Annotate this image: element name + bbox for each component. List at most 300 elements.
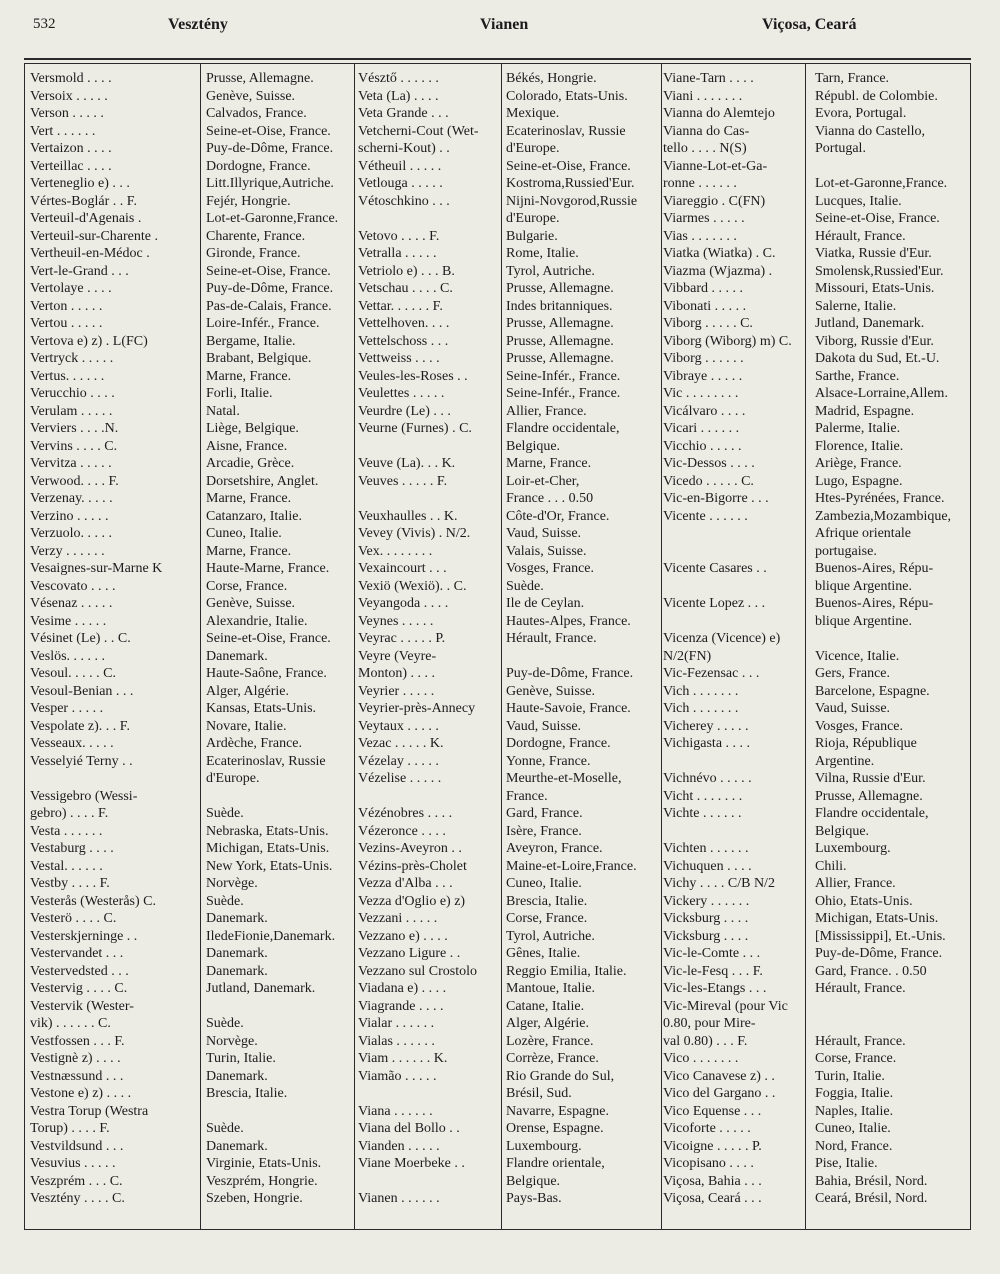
entry-line: [354, 228, 656, 246]
place-name: Veyre (Veyre-: [358, 648, 437, 664]
location-text: portugaise.: [815, 543, 877, 559]
location-text: Smolensk,Russied'Eur.: [815, 263, 944, 279]
entry-line: [661, 280, 975, 298]
entry-line: [354, 998, 656, 1016]
header-left-term: Vesztény: [168, 16, 228, 33]
place-name: Vestra Torup (Westra: [30, 1103, 149, 1119]
place-name: [354, 1085, 502, 1103]
place-name: [661, 578, 807, 596]
location-text: Flandre orientale,: [506, 1156, 605, 1171]
place-name: Veta (La) . . . .: [358, 88, 439, 104]
location-text: Lot-et-Garonne,France.: [815, 176, 948, 191]
column-3: [661, 70, 975, 1208]
entry-line: [354, 1173, 656, 1191]
top-rule-inner: [24, 63, 971, 64]
location-text: Ecaterinoslav, Russie: [206, 753, 326, 769]
location-text: Puy-de-Dôme, France.: [815, 946, 943, 961]
location-text: Gard, France. . 0.50: [815, 963, 927, 979]
entry-line: [661, 875, 975, 893]
place-name: Veuves . . . . . F.: [358, 473, 448, 489]
place-name: Vertryck . . . . .: [30, 351, 114, 366]
entry-line: [661, 1120, 975, 1138]
location-text: Cuneo, Italie.: [815, 1121, 891, 1136]
place-name: Vésinet (Le) . . C.: [30, 631, 131, 646]
place-name: Vesper . . . . .: [30, 701, 104, 716]
place-name: Vertolaye . . . .: [30, 281, 112, 296]
entry-line: [24, 525, 356, 543]
location-text: Cuneo, Italie.: [206, 526, 282, 541]
entry-line: [354, 245, 656, 263]
location-text: Hérault, France.: [815, 1033, 906, 1049]
entry-line: [24, 1173, 356, 1191]
location-text: Hérault, France.: [815, 228, 906, 244]
place-name: Vézénobres . . . .: [358, 806, 453, 821]
location-text: Ile de Ceylan.: [506, 596, 585, 611]
place-name: Vesime . . . . .: [30, 613, 107, 629]
location-text: Gênes, Italie.: [506, 946, 581, 961]
place-name: Vettelschoss . . .: [358, 333, 449, 349]
location-text: Danemark.: [206, 963, 268, 979]
location-text: Portugal.: [815, 141, 866, 156]
place-name: Vezzano Ligure . .: [358, 946, 461, 961]
location-text: Marne, France.: [506, 456, 592, 471]
location-text: Lugo, Espagne.: [815, 473, 903, 489]
place-name: Vicoigne . . . . . P.: [663, 1138, 762, 1154]
entry-line: [354, 893, 656, 911]
entry-line: [24, 560, 356, 578]
entry-line: [24, 963, 356, 981]
location-text: Suède.: [206, 806, 244, 821]
header-center-term: Vianen: [480, 16, 529, 33]
location-text: New York, Etats-Unis.: [206, 858, 333, 874]
bottom-rule: [24, 1229, 971, 1230]
place-name: Vetschau . . . . C.: [358, 281, 453, 296]
entry-line: [24, 578, 356, 596]
place-name: Vibbard . . . . .: [663, 281, 744, 296]
place-name: Viçosa, Bahia . . .: [663, 1173, 762, 1189]
location-text: Turin, Italie.: [815, 1068, 885, 1084]
place-name: Vesseaux. . . . .: [30, 736, 114, 751]
location-text: Suède.: [206, 1121, 244, 1136]
place-name: Veulettes . . . . .: [358, 386, 445, 401]
entry-line: [661, 245, 975, 263]
place-name: Vesuvius . . . . .: [30, 1156, 116, 1171]
place-name: Vich . . . . . . .: [663, 683, 739, 699]
place-name: Vialar . . . . . .: [358, 1016, 435, 1031]
location-text: Gers, France.: [815, 666, 891, 681]
place-name: Vert-le-Grand . . .: [30, 263, 129, 279]
place-name: Vianen . . . . . .: [358, 1191, 440, 1206]
entry-line: [354, 840, 656, 858]
location-text: Rio Grande do Sul,: [506, 1068, 615, 1084]
entry-line: [354, 263, 656, 281]
entry-line: [661, 385, 975, 403]
entry-line: [24, 543, 356, 561]
location-text: Seine-et-Oise, France.: [206, 631, 331, 646]
entry-line: [354, 1103, 656, 1121]
place-name: Vexaincourt . . .: [358, 561, 447, 576]
entry-line: [24, 665, 356, 683]
place-name: Vic-le-Fesq . . . F.: [663, 963, 763, 979]
entry-line: [354, 753, 656, 771]
location-text: Vaud, Suisse.: [506, 526, 582, 541]
location-text: Michigan, Etats-Unis.: [815, 911, 939, 926]
location-text: [Mississippi], Et.-Unis.: [815, 928, 946, 944]
entry-line: [24, 945, 356, 963]
place-name: Vico Equense . . .: [663, 1103, 762, 1119]
place-name: Vicedo . . . . . C.: [663, 473, 754, 489]
place-name: Verwood. . . . F.: [30, 473, 119, 489]
gazetteer-table: [24, 58, 971, 1230]
entry-line: [661, 420, 975, 438]
place-name: Vexiö (Wexiö). . C.: [358, 578, 467, 594]
entry-line: [24, 105, 356, 123]
entry-line: [24, 648, 356, 666]
place-name: [354, 788, 502, 806]
location-text: Viatka, Russie d'Eur.: [815, 246, 932, 261]
location-text: Haute-Saône, France.: [206, 666, 327, 681]
location-text: Vosges, France.: [815, 718, 904, 734]
location-text: [807, 998, 975, 1016]
location-text: Dorsetshire, Anglet.: [206, 473, 319, 489]
location-text: Viborg, Russie d'Eur.: [815, 333, 934, 349]
place-name: Vicenza (Vicence) e): [663, 631, 781, 646]
entry-line: [354, 665, 656, 683]
entry-line: [661, 1155, 975, 1173]
location-text: Norvège.: [206, 1033, 258, 1049]
place-name: Vervins . . . . C.: [30, 438, 118, 454]
entry-line: [661, 665, 975, 683]
entry-line: [24, 630, 356, 648]
place-name: [661, 525, 807, 543]
entry-line: [354, 928, 656, 946]
entry-line: [661, 455, 975, 473]
entry-line: [24, 315, 356, 333]
location-text: Prusse, Allemagne.: [506, 351, 614, 366]
location-text: Luxembourg.: [506, 1138, 582, 1154]
location-text: Brabant, Belgique.: [206, 351, 312, 366]
place-name: Vibraye . . . . .: [663, 368, 743, 384]
place-name: [24, 770, 203, 788]
location-text: IledeFionie,Danemark.: [206, 928, 336, 944]
location-text: Belgique.: [815, 823, 870, 839]
place-name: Vezac . . . . . K.: [358, 736, 444, 751]
entry-line: [661, 70, 975, 88]
place-name: gebro) . . . . F.: [30, 806, 109, 821]
entry-line: [661, 788, 975, 806]
place-name: Vesterskjerninge . .: [30, 928, 138, 944]
entry-line: [661, 980, 975, 998]
place-name: Vezins-Aveyron . .: [358, 841, 462, 856]
place-name: Vias . . . . . . .: [663, 228, 737, 244]
entry-line: [24, 613, 356, 631]
location-text: Genève, Suisse.: [506, 683, 596, 699]
location-text: Corse, France.: [506, 911, 588, 926]
entry-line: [661, 1138, 975, 1156]
entry-line: [661, 438, 975, 456]
entry-line: [354, 298, 656, 316]
entry-line: [661, 525, 975, 543]
place-name: tello . . . . N(S): [663, 141, 747, 156]
location-text: Genève, Suisse.: [206, 88, 296, 104]
location-text: Litt.Illyrique,Autriche.: [206, 176, 334, 191]
place-name: Vicht . . . . . . .: [663, 788, 743, 804]
location-text: Jutland, Danemark.: [815, 316, 925, 331]
entry-line: [661, 368, 975, 386]
entry-line: [661, 613, 975, 631]
location-text: d'Europe.: [206, 771, 260, 786]
place-name: Vestnæssund . . .: [30, 1068, 124, 1084]
location-text: Catane, Italie.: [506, 998, 585, 1014]
entry-line: [354, 490, 656, 508]
entry-line: [24, 1138, 356, 1156]
place-name: Vicente Casares . .: [663, 561, 767, 576]
place-name: Verzy . . . . . .: [30, 543, 105, 559]
location-text: d'Europe.: [506, 141, 560, 156]
entry-line: [24, 683, 356, 701]
entry-line: [24, 770, 356, 788]
location-text: Corse, France.: [206, 578, 288, 594]
location-text: Dordogne, France.: [206, 158, 311, 174]
entry-line: [661, 753, 975, 771]
place-name: Vestfossen . . . F.: [30, 1033, 125, 1049]
location-text: Colorado, Etats-Unis.: [506, 88, 628, 104]
location-text: blique Argentine.: [815, 613, 912, 629]
page-number: 532: [33, 16, 56, 32]
place-name: Vezzano e) . . . .: [358, 928, 448, 944]
location-text: Missouri, Etats-Unis.: [815, 281, 935, 296]
entry-line: [661, 630, 975, 648]
entry-line: [24, 228, 356, 246]
entry-line: [354, 315, 656, 333]
place-name: Vesztény . . . . C.: [30, 1191, 125, 1206]
location-text: Corrèze, France.: [506, 1051, 599, 1066]
entry-line: [24, 158, 356, 176]
entry-line: [661, 893, 975, 911]
place-name: Vetovo . . . . F.: [358, 228, 440, 244]
location-text: Fejér, Hongrie.: [206, 193, 291, 209]
location-text: Pise, Italie.: [815, 1156, 878, 1171]
entry-line: [24, 1120, 356, 1138]
location-text: Turin, Italie.: [206, 1051, 276, 1066]
entry-line: [661, 123, 975, 141]
place-name: Vicálvaro . . . .: [663, 403, 746, 419]
location-text: Valais, Suisse.: [506, 543, 587, 559]
entry-line: [24, 210, 356, 228]
location-text: Puy-de-Dôme, France.: [206, 281, 334, 296]
entry-line: [354, 1033, 656, 1051]
entry-line: [354, 630, 656, 648]
entry-line: [24, 928, 356, 946]
location-text: Rome, Italie.: [506, 246, 579, 261]
entry-line: [661, 88, 975, 106]
location-text: Danemark.: [206, 1138, 268, 1154]
location-text: Nijni-Novgorod,Russie: [506, 193, 638, 209]
location-text: Ceará, Brésil, Nord.: [815, 1191, 928, 1206]
entry-line: [24, 998, 356, 1016]
location-text: Côte-d'Or, France.: [506, 508, 610, 524]
location-text: Puy-de-Dôme, France.: [206, 141, 334, 156]
place-name: Vestignè z) . . . .: [30, 1051, 121, 1066]
place-name: Vetlouga . . . . .: [358, 176, 443, 191]
entry-line: [661, 350, 975, 368]
place-name: Vervitza . . . . .: [30, 456, 112, 471]
place-name: Vert . . . . . .: [30, 123, 96, 139]
location-text: Flandre occidentale,: [815, 806, 929, 821]
entry-line: [24, 875, 356, 893]
place-name: Verucchio . . . .: [30, 386, 115, 401]
entry-line: [354, 105, 656, 123]
entry-line: [354, 910, 656, 928]
place-name: Vescovato . . . .: [30, 578, 116, 594]
location-text: Meurthe-et-Moselle,: [506, 771, 622, 786]
location-text: Hautes-Alpes, France.: [506, 613, 631, 629]
entry-line: [354, 193, 656, 211]
location-text: Dordogne, France.: [506, 736, 611, 751]
entry-line: [354, 543, 656, 561]
place-name: Vibonati . . . . .: [663, 298, 747, 314]
location-text: Brescia, Italie.: [206, 1086, 288, 1101]
place-name: Vestervig . . . . C.: [30, 981, 128, 996]
place-name: [661, 543, 807, 561]
entry-line: [24, 193, 356, 211]
entry-line: [354, 210, 656, 228]
place-name: Vico Canavese z) . .: [663, 1068, 775, 1084]
location-text: [203, 1103, 356, 1121]
location-text: Békés, Hongrie.: [506, 71, 597, 86]
place-name: Vianden . . . . .: [358, 1138, 440, 1154]
location-text: Seine-et-Oise, France.: [206, 123, 331, 139]
entry-line: [661, 805, 975, 823]
location-text: Palerme, Italie.: [815, 421, 901, 436]
place-name: Vicoforte . . . . .: [663, 1121, 751, 1136]
place-name: Vettar. . . . . . F.: [358, 298, 443, 314]
location-text: Prusse, Allemagne.: [506, 333, 614, 349]
place-name: Vicente Lopez . . .: [663, 596, 766, 611]
place-name: Veyangoda . . . .: [358, 596, 449, 611]
location-text: Jutland, Danemark.: [206, 981, 316, 996]
entry-line: [24, 473, 356, 491]
location-text: Belgique.: [506, 438, 561, 454]
location-text: Aveyron, France.: [506, 841, 603, 856]
place-name: Veynes . . . . .: [358, 613, 434, 629]
location-text: Orense, Espagne.: [506, 1121, 604, 1136]
location-text: Mexique.: [506, 106, 560, 121]
place-name: Vettweiss . . . .: [358, 351, 440, 366]
column-1: [24, 70, 356, 1208]
entry-line: [354, 963, 656, 981]
location-text: Danemark.: [206, 946, 268, 961]
location-text: Mantoue, Italie.: [506, 981, 596, 996]
entry-line: [24, 910, 356, 928]
location-text: Virginie, Etats-Unis.: [206, 1156, 322, 1171]
entry-line: [661, 508, 975, 526]
location-text: Alger, Algérie.: [206, 683, 290, 699]
place-name: Verson . . . . .: [30, 106, 104, 121]
entry-line: [24, 823, 356, 841]
location-text: Loire-Infér., France.: [206, 316, 320, 331]
entry-line: [24, 455, 356, 473]
location-text: Forli, Italie.: [206, 386, 273, 401]
location-text: Vaud, Suisse.: [815, 701, 891, 716]
place-name: Verzenay. . . . .: [30, 491, 113, 506]
place-name: Viamão . . . . .: [358, 1068, 437, 1084]
entry-line: [24, 420, 356, 438]
entry-line: [24, 1190, 356, 1208]
entry-line: [354, 158, 656, 176]
place-name: Vetcherni-Cout (Wet-: [358, 123, 479, 139]
entry-line: [354, 473, 656, 491]
entry-line: [354, 683, 656, 701]
entry-line: [354, 455, 656, 473]
location-text: Républ. de Colombie.: [815, 88, 938, 104]
location-text: Pays-Bas.: [506, 1191, 562, 1206]
running-header: [0, 8, 1000, 48]
place-name: scherni-Kout) . .: [358, 141, 450, 156]
place-name: Vickery . . . . . .: [663, 893, 750, 909]
location-text: Tarn, France.: [815, 71, 890, 86]
location-text: Ecaterinoslav, Russie: [506, 123, 626, 139]
entry-line: [354, 1120, 656, 1138]
entry-line: [661, 543, 975, 561]
place-name: Versmold . . . .: [30, 71, 112, 86]
entry-line: [354, 70, 656, 88]
location-text: Vosges, France.: [506, 561, 595, 576]
location-text: Prusse, Allemagne.: [206, 71, 314, 86]
entry-line: [661, 945, 975, 963]
location-text: Michigan, Etats-Unis.: [206, 841, 330, 856]
column-2: [354, 70, 656, 1208]
location-text: blique Argentine.: [815, 578, 912, 594]
place-name: Vicari . . . . . .: [663, 421, 740, 436]
entry-line: [24, 490, 356, 508]
location-text: Pas-de-Calais, France.: [206, 298, 332, 314]
place-name: Vespolate z). . . F.: [30, 718, 130, 734]
entry-line: [354, 1138, 656, 1156]
location-text: [807, 1015, 975, 1033]
location-text: d'Europe.: [506, 211, 560, 226]
location-text: [807, 158, 975, 176]
place-name: Viani . . . . . . .: [663, 88, 743, 104]
place-name: Vialas . . . . . .: [358, 1033, 435, 1049]
entry-line: [661, 1173, 975, 1191]
place-name: Vichuquen . . . .: [663, 858, 752, 874]
place-name: Vezzani . . . . .: [358, 911, 438, 926]
location-text: Salerne, Italie.: [815, 298, 897, 314]
location-text: Reggio Emilia, Italie.: [506, 963, 627, 979]
place-name: Vichten . . . . . .: [663, 841, 749, 856]
entry-line: [354, 88, 656, 106]
location-text: Tyrol, Autriche.: [506, 263, 595, 279]
location-text: Allier, France.: [815, 876, 896, 891]
place-name: Verteneglio e) . . .: [30, 176, 130, 191]
location-text: Alger, Algérie.: [506, 1016, 590, 1031]
place-name: Vesaignes-sur-Marne K: [30, 561, 163, 576]
place-name: Vestervik (Wester-: [30, 998, 134, 1014]
place-name: Veules-les-Roses . .: [358, 368, 468, 384]
location-text: Vianna do Castello,: [815, 123, 925, 139]
entry-line: [354, 648, 656, 666]
place-name: Vic-Mireval (pour Vic: [663, 998, 788, 1014]
place-name: Vestby . . . . F.: [30, 876, 110, 891]
entry-line: [354, 788, 656, 806]
place-name: Torup) . . . . F.: [30, 1121, 110, 1136]
entry-line: [661, 963, 975, 981]
entry-line: [24, 858, 356, 876]
place-name: Viana del Bollo . .: [358, 1121, 460, 1136]
location-text: Naples, Italie.: [815, 1103, 894, 1119]
place-name: Vertus. . . . . .: [30, 368, 105, 384]
